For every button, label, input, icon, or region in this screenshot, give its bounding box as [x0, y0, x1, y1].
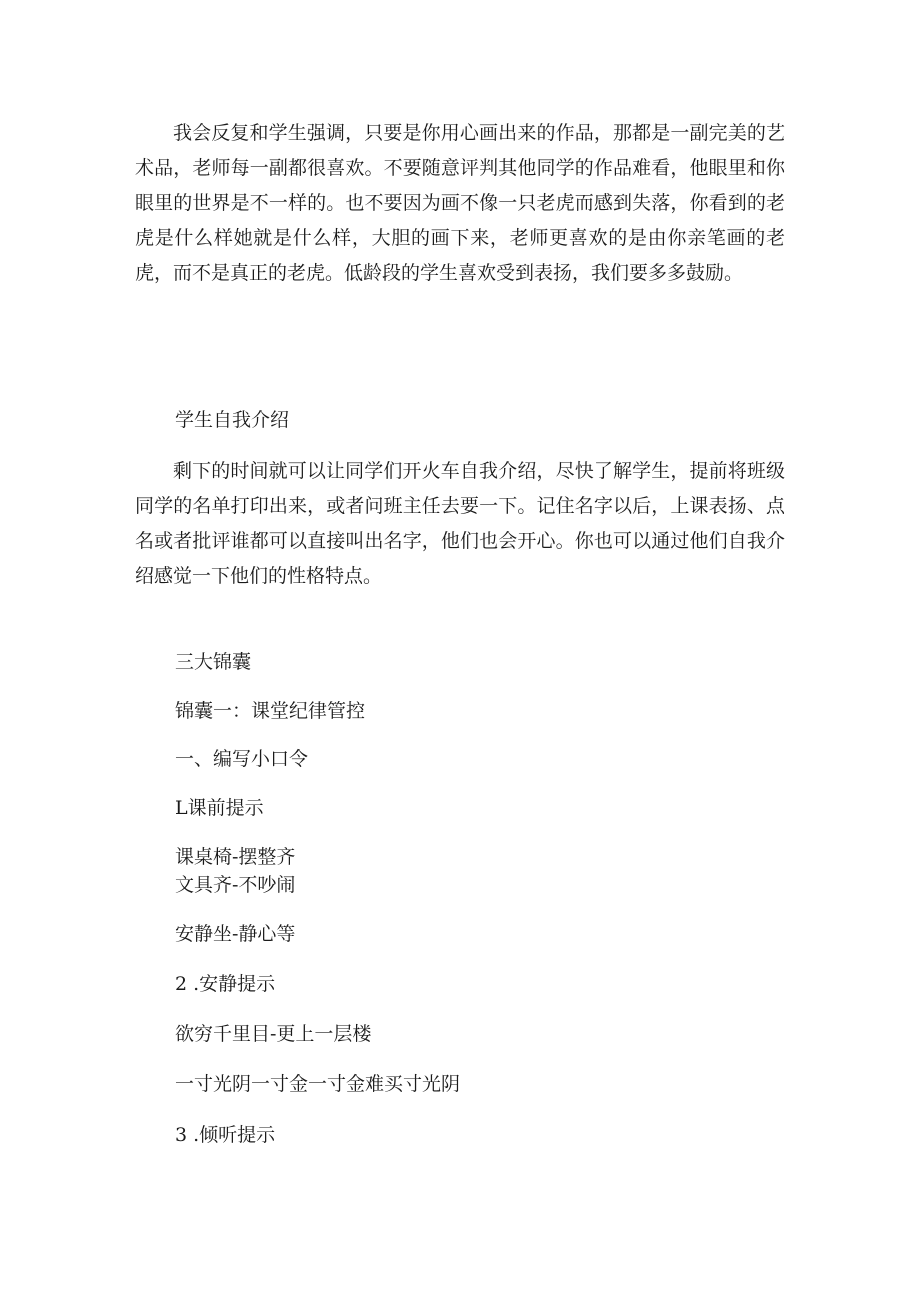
list-item-1: L课前提示	[175, 797, 264, 819]
list-item-2: 2 .安静提示	[175, 973, 276, 995]
list-item-3: 3 .倾听提示	[175, 1124, 276, 1146]
paragraph-encouragement: 我会反复和学生强调，只要是你用心画出来的作品，那都是一副完美的艺术品，老师每一副都很喜欢。不要随意评判其他同学的作品难看，他眼里和你眼里的世界是不一样的。也不要因为画不像一只老虎而感到失落，你看到的老虎是什么样她就是什么样，大胆的画下来，老师更喜欢的是由你亲笔画的老虎，而不是真正的老虎。低龄段的学生喜欢受到表扬，我们要多多鼓励。	[135, 122, 785, 284]
slogan-line-1: 课桌椅-摆整齐	[175, 846, 296, 868]
slogan-line-5: 一寸光阴一寸金一寸金难买寸光阴	[175, 1073, 461, 1095]
heading-slogan: 一、编写小口令	[175, 748, 309, 770]
heading-tip-one: 锦囊一：课堂纪律管控	[175, 700, 366, 722]
slogan-line-3: 安静坐-静心等	[175, 923, 296, 945]
heading-three-tips: 三大锦囊	[175, 651, 252, 673]
heading-self-intro: 学生自我介绍	[175, 409, 290, 431]
paragraph-self-intro: 剩下的时间就可以让同学们开火车自我介绍，尽快了解学生，提前将班级同学的名单打印出来，或者问班主任去要一下。记住名字以后，上课表扬、点名或者批评谁都可以直接叫出名字，他们也会开心。你也可以通过他们自我介绍感觉一下他们的性格特点。	[135, 460, 785, 587]
slogan-line-4: 欲穷千里目-更上一层楼	[175, 1023, 372, 1045]
slogan-line-2: 文具齐-不吵闹	[175, 874, 296, 896]
